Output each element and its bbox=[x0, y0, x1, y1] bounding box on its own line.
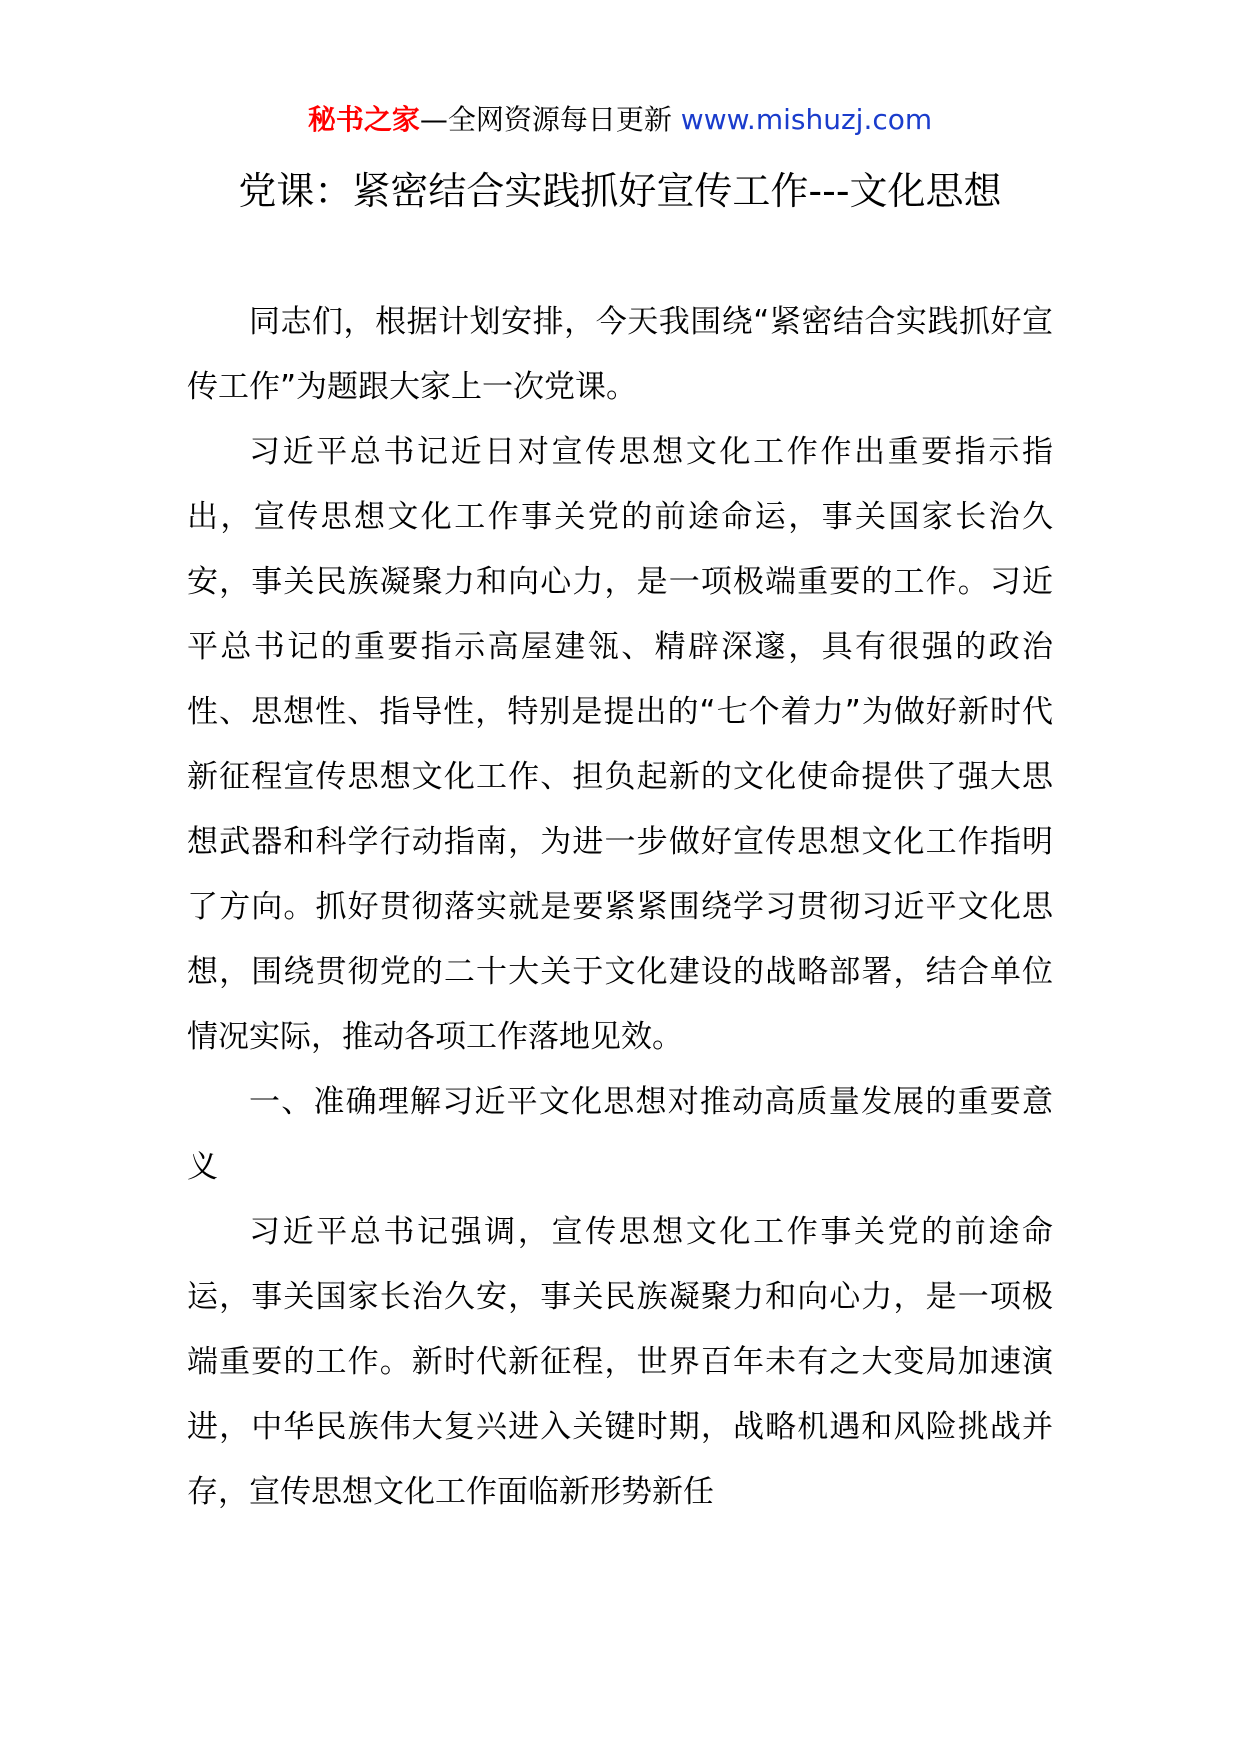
paragraph-instructions: 习近平总书记近日对宣传思想文化工作作出重要指示指出，宣传思想文化工作事关党的前途命运，事关国家长治久安，事关民族凝聚力和向心力，是一项极端重要的工作。习近平总书记的重要指示高屋建瓴、精辟深邃，具有很强的政治性、思想性、指导性，特别是提出的“七个着力”为做好新时代新征程宣传思想文化工作、担负起新的文化使命提供了强大思想武器和科学行动指南，为进一步做好宣传思想文化工作指明了方向。抓好贯彻落实就是要紧紧围绕学习贯彻习近平文化思想，围绕贯彻党的二十大关于文化建设的战略部署，结合单位情况实际，推动各项工作落地见效。 bbox=[187, 434, 1053, 1055]
paragraph-section-1: 习近平总书记强调，宣传思想文化工作事关党的前途命运，事关国家长治久安，事关民族凝聚力和向心力，是一项极端重要的工作。新时代新征程，世界百年未有之大变局加速演进，中华民族伟大复兴进入关键时期，战略机遇和风险挑战并存，宣传思想文化工作面临新形势新任 bbox=[187, 1214, 1053, 1510]
site-brand: 秘书之家 bbox=[307, 103, 420, 136]
document-body bbox=[187, 290, 1053, 1525]
site-url-link[interactable]: www.mishuzj.com bbox=[680, 103, 933, 136]
section-heading-1: 一、准确理解习近平文化思想对推动高质量发展的重要意义 bbox=[187, 1084, 1053, 1185]
document-title: 党课：紧密结合实践抓好宣传工作---文化思想 bbox=[238, 169, 1002, 213]
paragraph-intro: 同志们，根据计划安排，今天我围绕“紧密结合实践抓好宣传工作”为题跟大家上一次党课。 bbox=[187, 304, 1053, 405]
site-tagline: —全网资源每日更新 bbox=[419, 103, 672, 136]
site-header bbox=[0, 100, 1240, 140]
